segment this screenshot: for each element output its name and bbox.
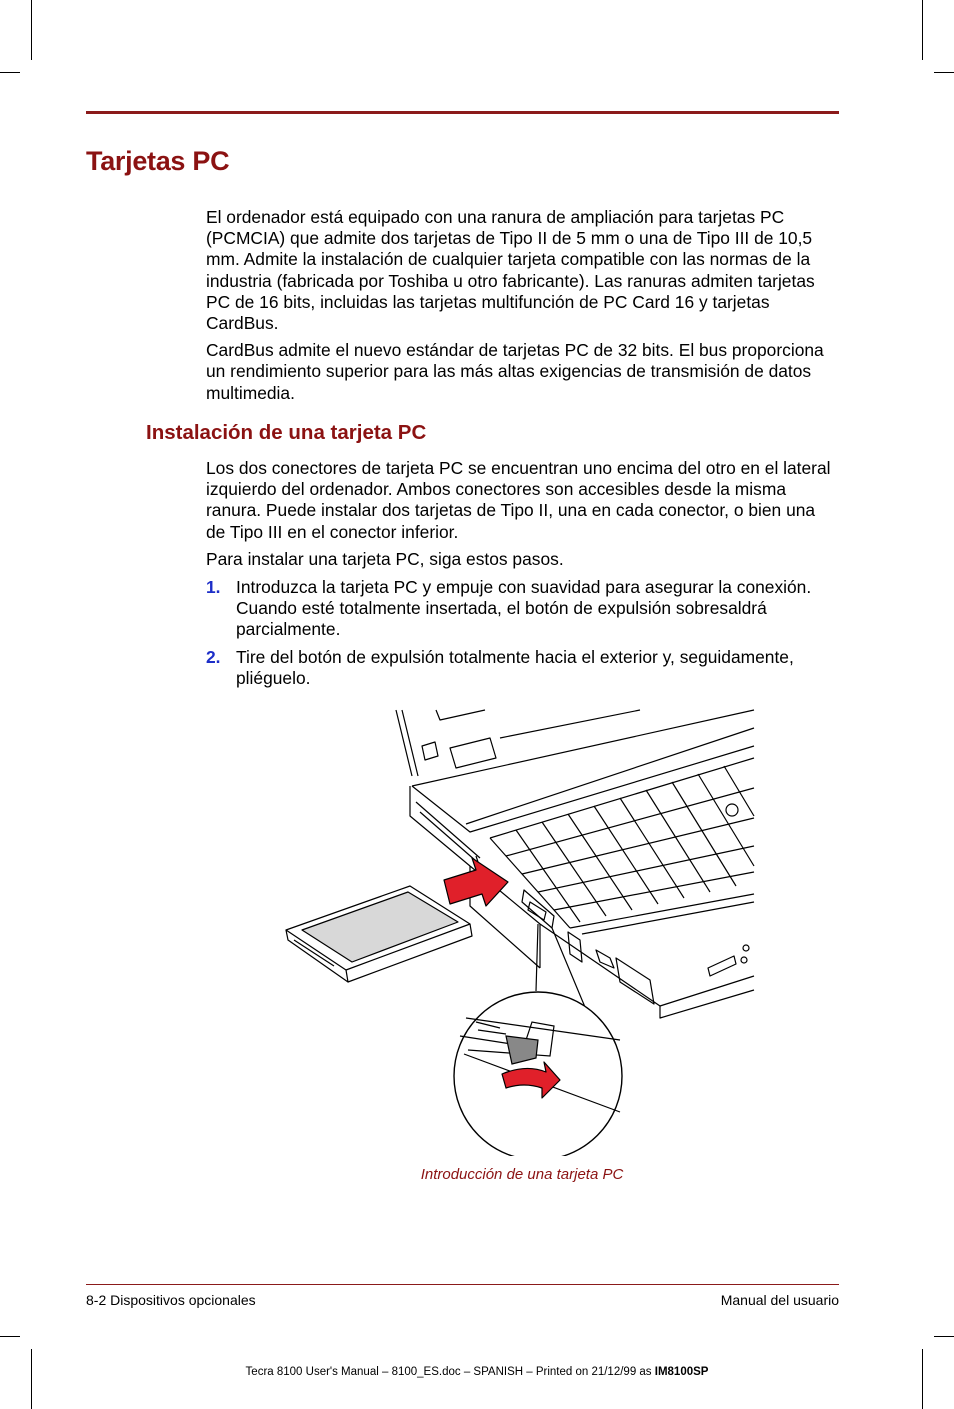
crop-mark <box>31 1349 32 1409</box>
footer-section: 8-2 Dispositivos opcionales <box>86 1292 256 1308</box>
pc-card-illustration <box>280 706 760 1156</box>
list-item <box>206 647 836 689</box>
crop-mark <box>934 72 954 73</box>
crop-mark <box>922 0 923 60</box>
crop-mark <box>31 0 32 60</box>
figure-caption: Introducción de una tarjeta PC <box>420 1166 624 1183</box>
crop-mark <box>0 72 20 73</box>
list-item <box>206 577 836 641</box>
crop-mark <box>934 1336 954 1337</box>
footer-rule <box>86 1284 839 1285</box>
step-number: 1. <box>206 577 221 597</box>
page-title: Tarjetas PC <box>86 146 230 176</box>
paragraph: El ordenador está equipado con una ranura de ampliación para tarjetas PC (PCMCIA) que admite dos tarjetas de Tipo II de 5 mm o una de Tipo III de 10,5 mm. Admite la instalación de cualquier tarjeta compatible con las normas de la industria (fabricada por Toshiba u otro fabricante). Las ranuras admiten tarjetas PC de 16 bits, incluidas las tarjetas multifunción de PC Card 16 y tarjetas CardBus. <box>206 207 815 334</box>
step-number: 2. <box>206 646 221 667</box>
print-info-text: Tecra 8100 User's Manual – 8100_ES.doc – SPANISH – Printed on 21/12/99 as <box>245 1366 655 1378</box>
print-info <box>0 1366 954 1378</box>
print-code: IM8100SP <box>654 1366 709 1378</box>
step-text: Introduzca la tarjeta PC y empuje con suavidad para asegurar la conexión. Cuando esté totalmente insertada, el botón de expulsión sobresaldrá parcialmente. <box>236 577 812 640</box>
paragraph: Para instalar una tarjeta PC, siga estos pasos. <box>206 548 564 569</box>
intro-text <box>206 207 836 404</box>
steps-list <box>206 577 836 689</box>
paragraph: CardBus admite el nuevo estándar de tarjetas PC de 32 bits. El bus proporciona un rendimiento superior para las más altas exigencias de transmisión de datos multimedia. <box>206 340 824 403</box>
crop-mark <box>0 1336 20 1337</box>
subsection-title: Instalación de una tarjeta PC <box>146 421 427 444</box>
laptop-drawing <box>280 706 760 1156</box>
header-rule <box>86 111 839 114</box>
footer-manual-title: Manual del usuario <box>720 1292 839 1308</box>
crop-mark <box>922 1349 923 1409</box>
subsection-text <box>206 458 836 570</box>
step-text: Tire del botón de expulsión totalmente hacia el exterior y, seguidamente, pliéguelo. <box>236 646 794 688</box>
paragraph: Los dos conectores de tarjeta PC se encuentran uno encima del otro en el lateral izquierdo del ordenador. Ambos conectores son accesibles desde la misma ranura. Puede instalar dos tarjetas de Tipo II, una en cada conector, o bien una de Tipo III en el conector inferior. <box>206 458 831 542</box>
insert-arrow-icon <box>444 858 508 906</box>
